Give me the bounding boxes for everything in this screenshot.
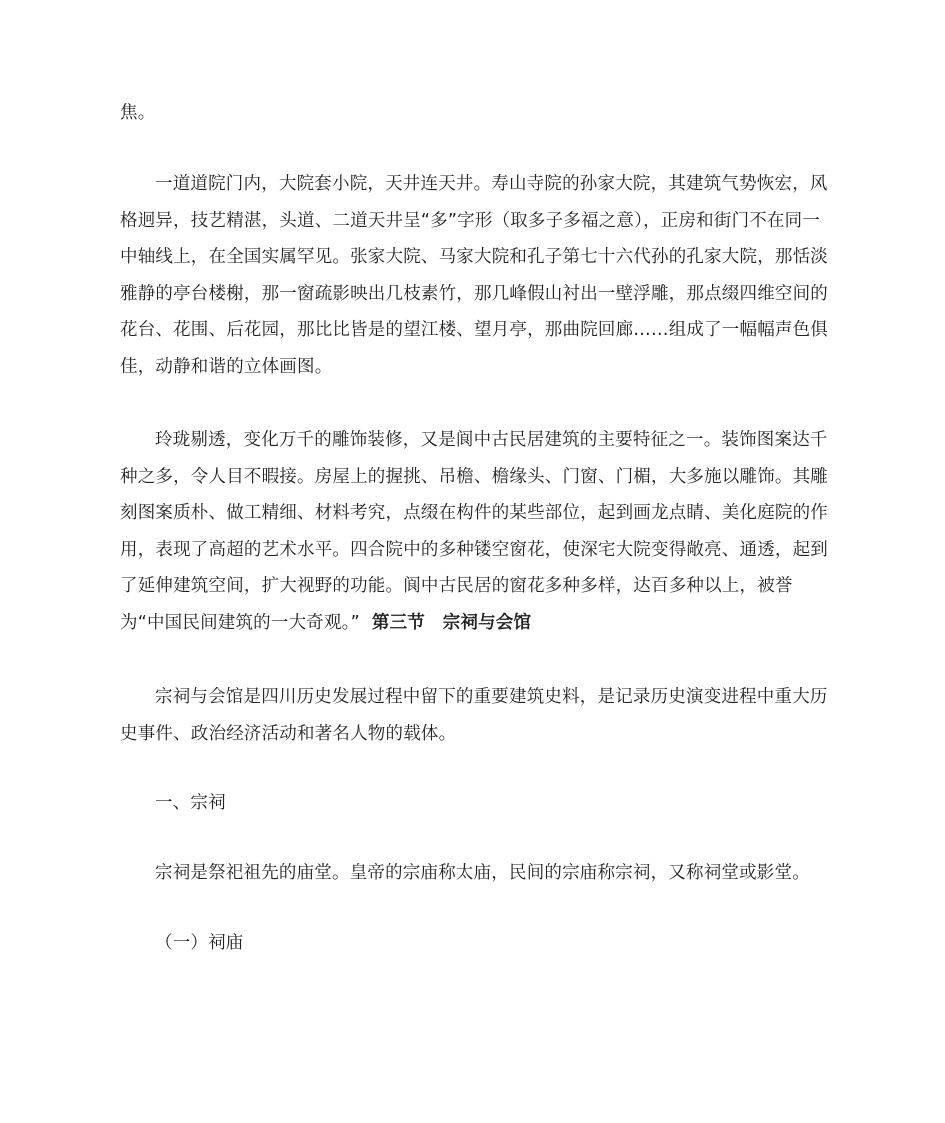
section-heading: 第三节 宗祠与会馆: [371, 612, 532, 633]
subheading-ancestral-hall: 一、宗祠: [155, 793, 226, 813]
paragraph-ancestral-hall-definition: 宗祠是祭祀祖先的庙堂。皇帝的宗庙称太庙，民间的宗庙称宗祠，又称祠堂或影堂。: [155, 863, 810, 883]
paragraph-courtyards: 一道道院门内，大院套小院，天井连天井。寿山寺院的孙家大院，其建筑气势恢宏，风格迥异，技艺精湛，头道、二道天井呈“多”字形（取多子多福之意），正房和街门不在同一中轴线上，在全国实属罕见。张家大院、马家大院和孔子第七十六代孙的孔家大院，那恬淡雅静的亭台楼榭，那一窗疏影映出几枝素竹，那几峰假山衬出一壁浮雕，那点缀四维空间的花台、花围、后花园，那比比皆是的望江楼、望月亭，那曲院回廊……组成了一幅幅声色俱佳，动静和谐的立体画图。: [120, 174, 828, 377]
paragraph-ancestral-halls-intro: 宗祠与会馆是四川历史发展过程中留下的重要建筑史料，是记录历史演变进程中重大历史事件、政治经济活动和著名人物的载体。: [120, 687, 828, 744]
paragraph-continuation: 焦。: [120, 103, 156, 123]
paragraph-carvings: [120, 422, 832, 641]
subheading-temple: （一）祠庙: [155, 933, 244, 953]
paragraph-carvings-text: 玲珑剔透，变化万千的雕饰装修，又是阆中古民居建筑的主要特征之一。装饰图案达千种之多，令人目不暇接。房屋上的握挑、吊檐、檐缘头、门窗、门楣，大多施以雕饰。其雕刻图案质朴、做工精细、材料考究，点缀在构件的某些部位，起到画龙点睛、美化庭院的作用，表现了高超的艺术水平。四合院中的多种镂空窗花，使深宅大院变得敞亮、通透，起到了延伸建筑空间，扩大视野的功能。阆中古民居的窗花多种多样，达百多种以上，被誉为“中国民间建筑的一大奇观。”: [120, 430, 828, 633]
